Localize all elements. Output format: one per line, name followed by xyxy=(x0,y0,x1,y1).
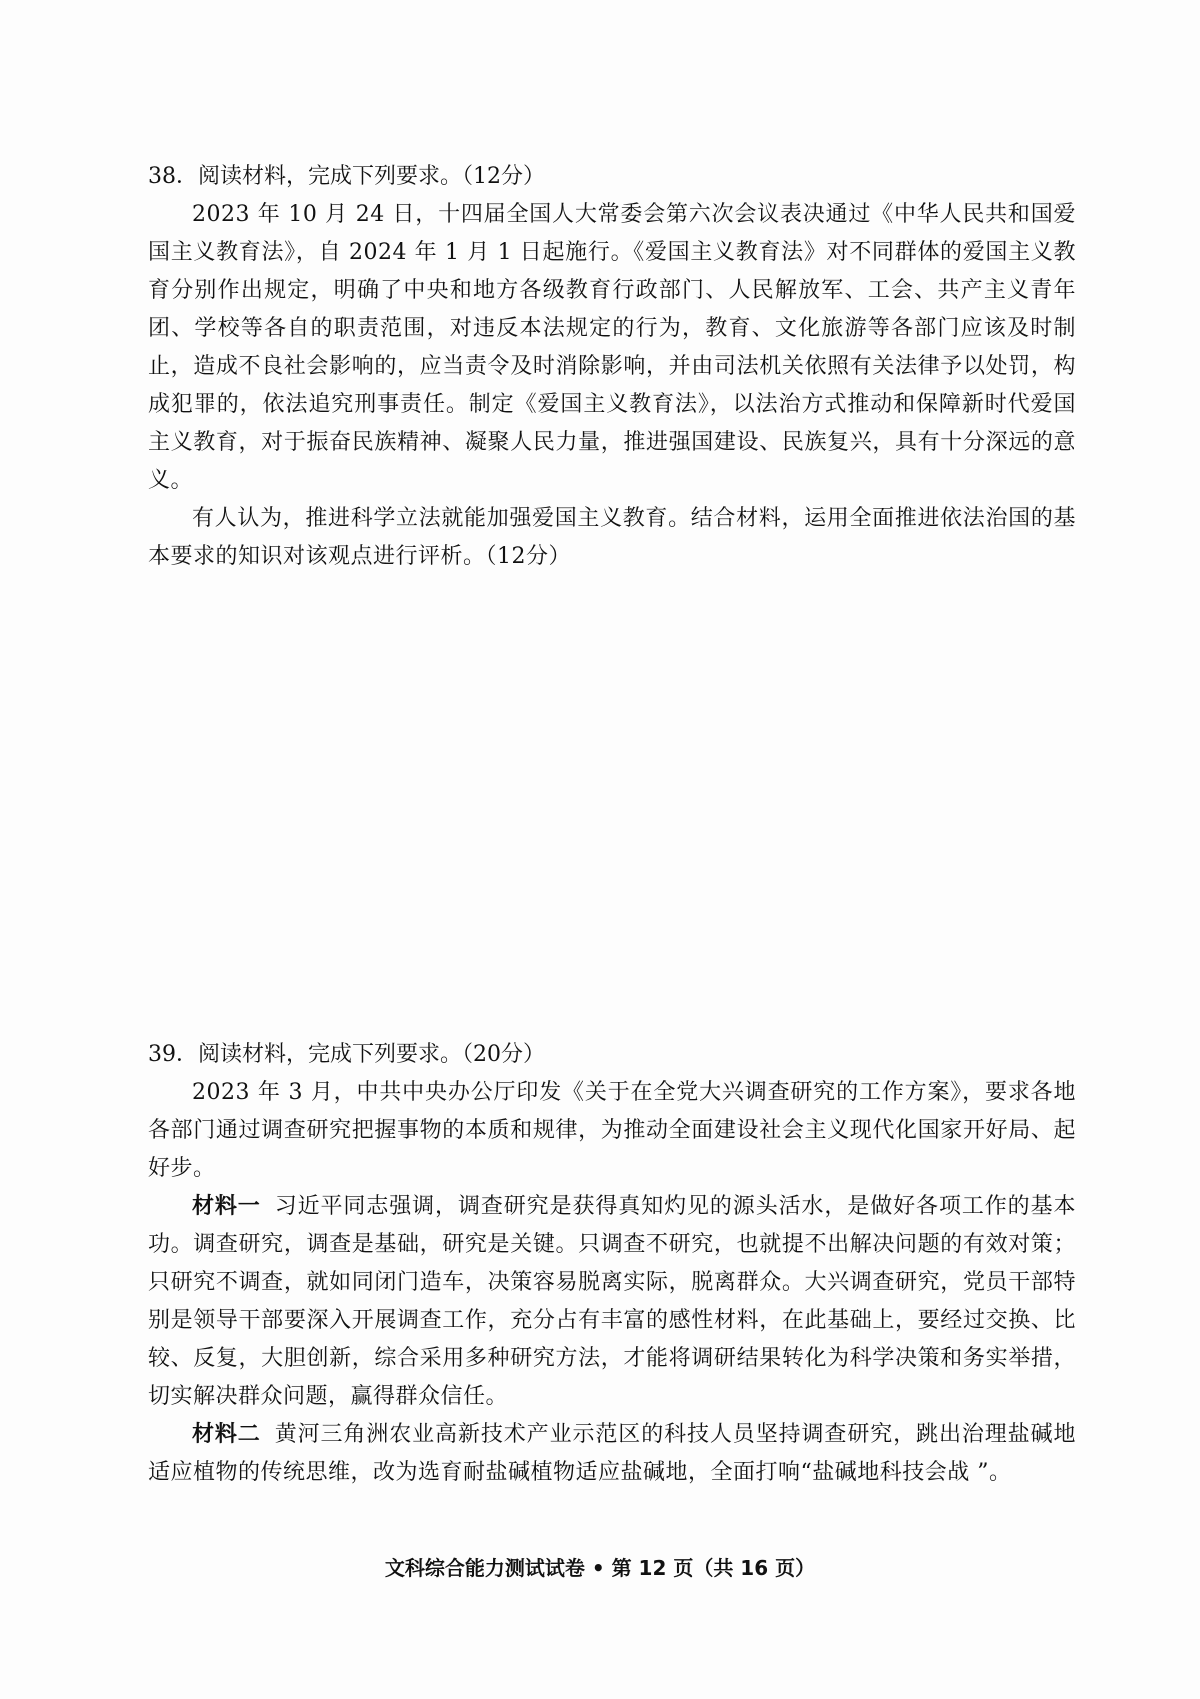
material-2-text: 黄河三角洲农业高新技术产业示范区的科技人员坚持调查研究，跳出治理盐碱地适应植物的传统思维，改为选育耐盐碱植物适应盐碱地，全面打响“盐碱地科技会战 ”。 xyxy=(148,1422,1076,1485)
question-39-heading: 39．阅读材料，完成下列要求。（20分） xyxy=(148,1042,545,1067)
question-39-material-2 xyxy=(148,1416,1076,1492)
material-1-text: 习近平同志强调，调查研究是获得真知灼见的源头活水，是做好各项工作的基本功。调查研究，调查是基础，研究是关键。只调查不研究，也就提不出解决问题的有效对策；只研究不调查，就如同闭门造车，决策容易脱离实际，脱离群众。大兴调查研究，党员干部特别是领导干部要深入开展调查工作，充分占有丰富的感性材料，在此基础上，要经过交换、比较、反复，大胆创新，综合采用多种研究方法，才能将调研结果转化为科学决策和务实举措，切实解决群众问题，赢得群众信任。 xyxy=(148,1194,1076,1409)
question-39-intro: 2023 年 3 月，中共中央办公厅印发《关于在全党大兴调查研究的工作方案》，要求各地各部门通过调查研究把握事物的本质和规律，为推动全面建设社会主义现代化国家开好局、起好步。 xyxy=(148,1080,1076,1181)
question-38-prompt: 有人认为，推进科学立法就能加强爱国主义教育。结合材料，运用全面推进依法治国的基本要求的知识对该观点进行评析。（12分） xyxy=(148,506,1076,569)
page-footer: 文科综合能力测试试卷 • 第 12 页（共 16 页） xyxy=(384,1556,816,1580)
question-38-material: 2023 年 10 月 24 日，十四届全国人大常委会第六次会议表决通过《中华人民共和国爱国主义教育法》，自 2024 年 1 月 1 日起施行。《爱国主义教育法》对不同群体的爱国主义教育分别作出规定，明确了中央和地方各级教育行政部门、人民解放军、工会、共产主义青年团、学校等各自的职责范围，对违反本法规定的行为，教育、文化旅游等各部门应该及时制止，造成不良社会影响的，应当责令及时消除影响，并由司法机关依照有关法律予以处罚，构成犯罪的，依法追究刑事责任。制定《爱国主义教育法》，以法治方式推动和保障新时代爱国主义教育，对于振奋民族精神、凝聚人民力量，推进强国建设、民族复兴，具有十分深远的意义。 xyxy=(148,202,1076,493)
answer-space xyxy=(148,576,1076,1036)
page-content xyxy=(148,158,1076,1492)
question-39-material-1 xyxy=(148,1188,1076,1416)
material-1-label: 材料一 xyxy=(192,1194,261,1219)
material-2-label: 材料二 xyxy=(192,1422,261,1447)
question-38-heading: 38．阅读材料，完成下列要求。（12分） xyxy=(148,164,545,189)
